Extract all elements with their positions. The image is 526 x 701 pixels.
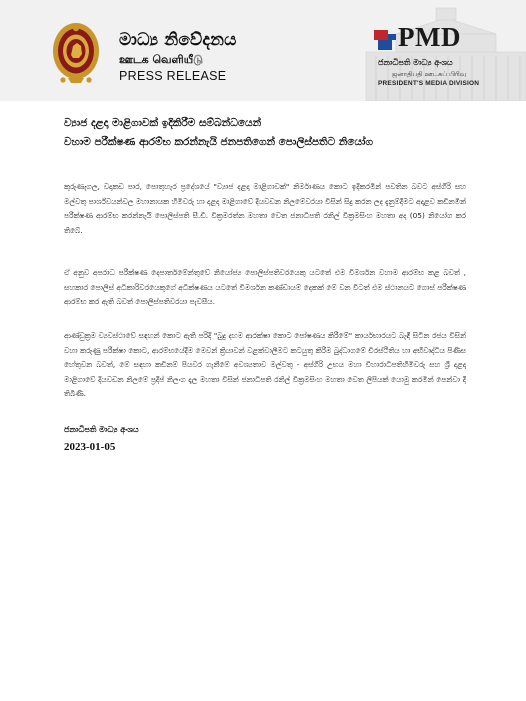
headline-line-2: වහාම පරීක්ෂණ ආරම්භ කරන්නැයි ජනපතිගෙන් පොලිස්පතිට නියෝග	[64, 136, 373, 148]
press-release-header	[0, 0, 526, 101]
signature-org: ජනාධිපති මාධ්‍ය අංශය	[64, 425, 139, 434]
headline	[64, 114, 484, 152]
release-date: 2023-01-05	[64, 441, 116, 453]
pmd-logo-mark-icon	[374, 30, 396, 50]
press-release-title-tamil: ஊடக வெளியீடு	[119, 53, 203, 66]
pmd-logo: PMD	[398, 22, 461, 52]
body-paragraph-1: කුරුණෑගල, වදාකඩ පාර, පොතුහැර ප්‍රදේශයේ "ව්‍යාජ දළදා මාළිගාවක්" නිර්මාණය කොට ඉදිකරමින් පවතින බවට අස්ගිරි සහ මල්වතු පාර්ශ්වයන්වල මහානායක හිමිවරු හා දළදා මාළිගාවේ දියවඩන නිලමේවරයා විසින් සිදු කරන ලද දැනුම්දීමට අදාළව කඩිනමින් පරීක්ෂණ ආරම්භ කරන්නැයි පොලිස්පති සී.ඩී. වික්‍රමරත්න මහතා වෙත ජනාධිපති රනිල් වික්‍රමසිංහ මහතා අද (05) නියෝග කර තිබේ.	[64, 182, 466, 235]
org-name-tamil: ஜனாதிபதி ஊடகப் பிரிவு	[392, 70, 466, 78]
body-paragraph-3: ආණ්ඩුක්‍රම ව්‍යවස්ථාවේ සඳහන් කොට ඇති පරිදි "බුදු දහම ආරක්ෂා කොට පෝෂණය කිරීමේ" කාර්යභාරයට බැඳී සිටින රජය විසින් වහා කරුණු පරීක්ෂා කොට, ආරම්භයේදීම මෙවන් ක්‍රියාවන් වළක්වාලීමට කටයුතු කිරීම බුද්ධාගමේ චිරස්ථිතිය හා අභිවෘද්ධිය පිණිස හේතුවන බවත්, මේ සඳහා කඩිනම් පියවර ගැනීමේ අවශ්‍යතාව මල්වතු - අස්ගිරි උභය මහා විහාරාධිපතිහිමිවරු සහ ශ්‍රී දළදා මාළිගාවේ දියවඩන නිලමේ ප්‍රදීප් නිලංග දෑල මහතා විසින් ජනාධිපති රනිල් වික්‍රමසිංහ මහතා වෙත ලිපියක් යොමු කරමින් පෙන්වා දී තිබිණි.	[64, 331, 466, 399]
press-release-title-english: PRESS RELEASE	[119, 69, 227, 83]
org-name-sinhala: ජනාධිපති මාධ්‍ය අංශය	[378, 58, 453, 67]
body-paragraph-2: ඒ අනුව අපරාධ පරීක්ෂණ දෙපාර්තමේන්තුවේ නියෝජ්‍ය පොලිස්පතිවරයෙකු යටතේ එම විමර්ශන වහාම ආරම්භ කළ බවත් , සහකාර පොලිස් අධිකාරිවරයෙකුගේ අධීක්ෂණය යටතේ විමර්ශන කණ්ඩායම් දෙකක් මේ වන විටත් එම ස්ථානයට ගොස් පරීක්ෂණ ආරම්භ කර ඇති බවත් පොලිස්පතිවරයා පැවසීය.	[64, 268, 466, 307]
headline-line-1: ව්‍යාජ දළදා මාළිගාවක් ඉදිකිරීම සම්බන්ධයෙන්	[64, 117, 262, 129]
press-release-title-sinhala: මාධ්‍ය නිවේදනය	[119, 30, 237, 50]
org-name-english: PRESIDENT'S MEDIA DIVISION	[378, 80, 480, 87]
sri-lanka-state-emblem-icon	[51, 20, 101, 86]
